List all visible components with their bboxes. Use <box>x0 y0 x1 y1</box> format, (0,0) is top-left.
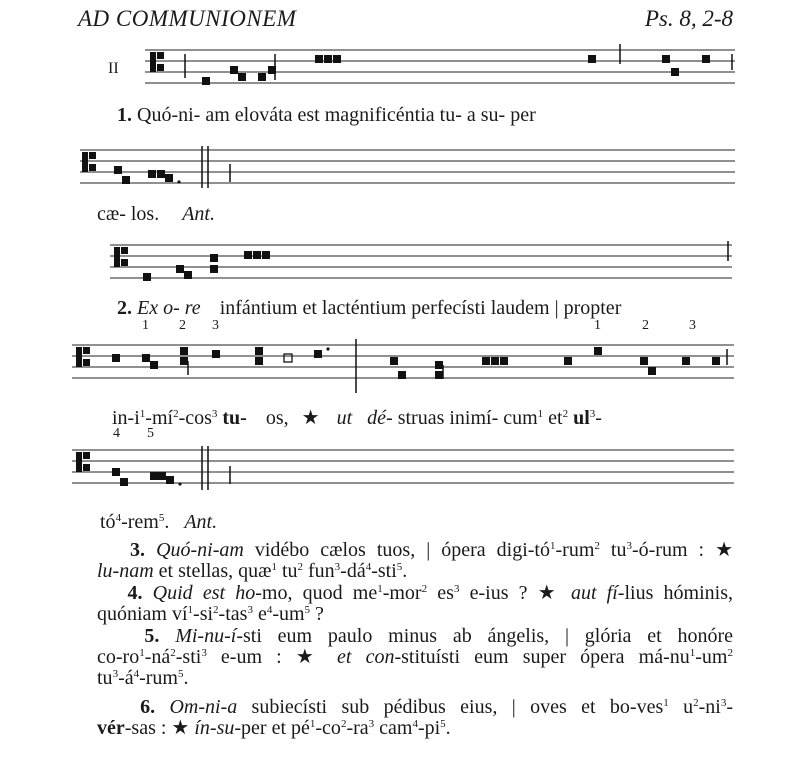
verse-4-line-2 <box>97 604 733 625</box>
note <box>284 354 292 362</box>
lyric-text: struas inimí- cum <box>397 407 538 429</box>
accent-mark: 4 <box>113 426 120 441</box>
accent-mark: 2 <box>727 647 733 659</box>
verse-5-line-1 <box>97 626 733 647</box>
antiphon-mark: Ant. <box>184 511 218 533</box>
staff-2 <box>80 140 740 200</box>
verse-3-line-1 <box>97 540 733 561</box>
lyric-text: infántium et lacténtium perfecísti laudem <box>219 297 550 319</box>
note <box>150 472 158 480</box>
lyric-text: - <box>595 407 602 429</box>
verse-text: ? <box>310 603 324 625</box>
note <box>112 354 120 362</box>
verse-text: -co <box>315 717 341 739</box>
staff-3 <box>110 235 740 295</box>
accent-mark: 3 <box>453 583 460 595</box>
accent-mark: 3 <box>211 408 218 420</box>
antiphon-mark: Ant. <box>182 203 215 225</box>
accent-mark: 2 <box>642 318 649 333</box>
accent-mark: 1 <box>187 604 194 616</box>
accent-mark: 1 <box>550 540 556 552</box>
note <box>184 271 192 279</box>
accent-mark: 3 <box>689 318 696 333</box>
lyric-text: in-i <box>112 407 140 429</box>
accent-mark: 1 <box>594 318 601 333</box>
lyric-text: -mí <box>145 407 174 429</box>
lyric-text: tu- <box>222 407 247 429</box>
note <box>142 354 150 362</box>
verse-text: lu-nam <box>97 560 154 582</box>
verse-text: u <box>668 696 694 718</box>
note <box>594 347 602 355</box>
verse-number: 6. <box>140 696 156 718</box>
note <box>435 361 443 369</box>
accent-mark: 1 <box>139 408 146 420</box>
psalm-reference: Ps. 8, 2-8 <box>644 6 733 31</box>
note <box>702 55 710 63</box>
note <box>148 170 156 178</box>
verse-text: -tas <box>218 603 248 625</box>
verse-text: tu <box>97 667 113 689</box>
verse-text: stituísti eum super ópera má-nu <box>401 646 690 668</box>
note <box>112 468 120 476</box>
accent-mark: 3 <box>368 718 375 730</box>
lyric-text: os, <box>265 407 289 429</box>
dot <box>178 482 181 485</box>
verse-text: vidébo cælos tuos, | ópera digi-tó <box>243 539 550 561</box>
note <box>500 357 508 365</box>
lyric-text: -cos <box>178 407 212 429</box>
accent-mark: 4 <box>115 512 122 524</box>
verse-text: aut fí- <box>560 582 625 604</box>
verse-text: -ra <box>346 717 369 739</box>
verse-text: -rum <box>139 667 178 689</box>
verse-text: -um <box>272 603 305 625</box>
note <box>564 357 572 365</box>
note <box>158 472 166 480</box>
verse-text: -rum <box>555 539 595 561</box>
accent-mark: 5 <box>158 512 165 524</box>
accent-mark: 5 <box>396 561 403 573</box>
accent-mark: 1 <box>377 583 383 595</box>
note <box>671 68 679 76</box>
verse-text: -ni <box>698 696 721 718</box>
note <box>238 73 246 81</box>
note <box>390 357 398 365</box>
verse-text: - <box>726 696 734 718</box>
accent-mark: 2 <box>562 408 569 420</box>
accent-mark: 1 <box>309 718 316 730</box>
note <box>682 357 690 365</box>
verse-text: ín-su- <box>189 717 242 739</box>
accent-mark: 2 <box>173 408 179 420</box>
note <box>165 174 173 182</box>
verse-number: 2. <box>117 297 132 319</box>
clef <box>114 247 120 267</box>
lyric-text: Quó-ni- am elováta est magnificéntia tu- a su- per <box>137 104 536 126</box>
verse-4-line-1 <box>97 583 733 604</box>
accent-mark: 4 <box>365 561 372 573</box>
accent-mark: 1 <box>663 697 669 709</box>
accent-mark: 3 <box>334 561 341 573</box>
lyric-line-2 <box>97 203 215 226</box>
note <box>210 265 218 273</box>
verse-text: -si <box>193 603 214 625</box>
note <box>435 371 443 379</box>
verse-text: lius hóminis, <box>624 582 733 604</box>
division-bar: | <box>554 297 559 319</box>
accent-mark: 1 <box>142 318 149 333</box>
accent-mark: 5 <box>304 604 311 616</box>
note <box>255 347 263 355</box>
verse-text: et con- <box>322 646 402 668</box>
note <box>150 361 158 369</box>
staff-5 <box>72 440 740 502</box>
note <box>212 350 220 358</box>
accent-mark: 2 <box>594 540 600 552</box>
note <box>258 73 266 81</box>
note <box>210 254 218 262</box>
note <box>333 55 341 63</box>
lyric-line-1 <box>117 104 536 127</box>
chant-title: AD COMMUNIONEM <box>78 6 297 31</box>
accent-mark: 5 <box>440 718 446 730</box>
note <box>640 357 648 365</box>
lyric-text: ul <box>568 407 590 429</box>
note <box>398 371 406 379</box>
verse-text: -um <box>695 646 728 668</box>
note <box>180 347 188 355</box>
note <box>262 251 270 259</box>
verse-text: -á <box>118 667 134 689</box>
verse-text: -ó-rum : ★ <box>631 539 734 561</box>
accent-mark: 3 <box>589 408 596 420</box>
note <box>253 251 261 259</box>
verse-text: tu <box>276 560 298 582</box>
accent-mark: 5 <box>178 668 184 680</box>
accent-mark: 2 <box>179 318 186 333</box>
accent-mark: 4 <box>266 604 273 616</box>
clef <box>76 452 82 472</box>
note <box>230 66 238 74</box>
dot <box>326 347 329 350</box>
note <box>712 357 720 365</box>
note <box>180 357 188 365</box>
verse-text: subiecísti sub pédibus eius, | oves et bo-ves <box>237 696 664 718</box>
verse-text: . <box>445 717 451 739</box>
verse-text: co-ro <box>97 646 140 668</box>
note <box>315 55 323 63</box>
verse-text: e <box>252 603 267 625</box>
accent-mark: 3 <box>201 647 207 659</box>
verse-text: Om-ni-a <box>169 696 238 718</box>
accent-mark: 1 <box>537 408 544 420</box>
accent-mark: 4 <box>412 718 418 730</box>
accent-mark: 2 <box>693 697 699 709</box>
lyric-line-3 <box>117 297 621 320</box>
verse-text: -pi <box>417 717 441 739</box>
note <box>122 176 130 184</box>
verse-number: 3. <box>130 539 146 561</box>
verse-text: Quid est ho- <box>152 582 262 604</box>
note <box>588 55 596 63</box>
accent-mark: 1 <box>139 647 145 659</box>
note <box>176 265 184 273</box>
lyric-text: . <box>164 511 170 533</box>
verse-5-line-2 <box>97 647 733 668</box>
verse-3-line-2 <box>97 561 733 582</box>
lyric-text: re <box>184 297 201 319</box>
verse-text: -sas : ★ <box>124 717 190 739</box>
note <box>491 357 499 365</box>
lyric-line-4 <box>112 405 602 430</box>
staff-4 <box>72 335 740 397</box>
lyric-text: et <box>543 407 563 429</box>
note <box>202 77 210 85</box>
clef <box>76 347 82 367</box>
accent-mark: 5 <box>147 426 154 441</box>
verse-text: vér <box>97 717 125 739</box>
accent-mark: 2 <box>297 561 303 573</box>
note <box>157 170 165 178</box>
verse-number: 1. <box>117 104 132 126</box>
lyric-text: o- <box>163 297 180 319</box>
lyric-text: Ex <box>137 297 159 319</box>
verse-text: fun <box>303 560 335 582</box>
note <box>120 478 128 486</box>
accent-mark: 2 <box>421 583 428 595</box>
verse-text: -sti <box>371 560 397 582</box>
accent-mark: 3 <box>212 318 219 333</box>
accent-mark: 3 <box>626 540 632 552</box>
lyric-text: cæ- los. <box>97 203 160 225</box>
verse-text: . <box>402 560 408 582</box>
verse-text: es <box>427 582 454 604</box>
accent-mark: 4 <box>133 668 140 680</box>
accent-mark: 2 <box>340 718 347 730</box>
verse-text: -dá <box>340 560 366 582</box>
note <box>482 357 490 365</box>
asterisk-mark: ★ <box>301 407 320 429</box>
lyric-text: -rem <box>121 511 159 533</box>
verse-text: Mi-nu-í- <box>175 625 243 647</box>
note <box>324 55 332 63</box>
note <box>648 367 656 375</box>
verse-text: . <box>183 667 189 689</box>
verse-text: et stellas, quæ <box>153 560 272 582</box>
verse-text: e-um : ★ <box>206 646 323 668</box>
accent-mark: 3 <box>112 668 119 680</box>
accent-mark: 1 <box>689 647 696 659</box>
verse-5-line-3 <box>97 668 733 689</box>
verse-number: 5. <box>144 625 160 647</box>
note <box>244 251 252 259</box>
accent-mark: 3 <box>720 697 727 709</box>
verse-6-line-2 <box>97 718 733 739</box>
verse-text: sti eum paulo minus ab ángelis, | glória et honóre <box>242 625 734 647</box>
verse-text: cam <box>374 717 413 739</box>
lyric-text: dé- <box>367 407 393 429</box>
accent-mark: 2 <box>213 604 219 616</box>
verse-6-line-1 <box>97 697 733 718</box>
staff-1 <box>140 40 740 100</box>
verse-text: quóniam ví <box>97 603 188 625</box>
verse-text: tu <box>599 539 627 561</box>
dot <box>177 180 180 183</box>
accent-mark: 2 <box>170 647 176 659</box>
lyric-text: tó <box>100 511 116 533</box>
clef <box>82 152 88 172</box>
note <box>114 166 122 174</box>
verse-number: 4. <box>127 582 143 604</box>
verse-text: per et pé <box>241 717 310 739</box>
note <box>662 55 670 63</box>
verse-text: -sti <box>175 646 202 668</box>
clef <box>150 52 156 72</box>
verse-text: e-ius ? ★ <box>459 582 561 604</box>
lyric-text: ut <box>336 407 353 429</box>
mode-number: II <box>108 60 119 77</box>
note <box>255 357 263 365</box>
verse-text: -ná <box>144 646 171 668</box>
note <box>166 476 174 484</box>
note <box>143 273 151 281</box>
note <box>314 350 322 358</box>
accent-mark: 1 <box>271 561 277 573</box>
verse-text: mo, quod me <box>261 582 378 604</box>
lyric-text: propter <box>563 297 622 319</box>
verse-text: -mor <box>382 582 422 604</box>
accent-mark: 3 <box>247 604 253 616</box>
verse-text: Quó-ni-am <box>156 539 244 561</box>
lyric-line-5 <box>100 511 217 534</box>
